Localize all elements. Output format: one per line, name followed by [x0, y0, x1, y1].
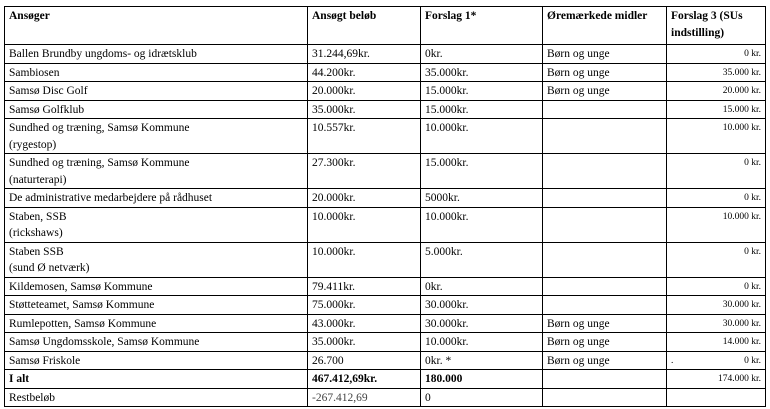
applicant-name: Sundhed og træning, Samsø Kommune [9, 157, 190, 169]
requested-cell: 44.200kr. [308, 63, 421, 82]
table-row [5, 351, 766, 370]
applicant-name: Staben, SSB [9, 210, 67, 223]
table-row [5, 314, 766, 333]
applicant-note: (rygestop) [9, 138, 57, 151]
proposal3-cell [667, 277, 766, 296]
applicant-cell [5, 154, 308, 189]
proposal3-cell [667, 296, 766, 315]
applicant-cell [5, 314, 308, 333]
requested-cell: 35.000kr. [308, 333, 421, 352]
proposal3-value: 0 kr. [744, 246, 761, 257]
requested-cell: 79.411kr. [308, 277, 421, 296]
proposal1-cell: 10.000kr. [421, 207, 543, 242]
applicant-cell [5, 189, 308, 208]
proposal1-cell: 30.000kr. [421, 296, 543, 315]
requested-cell: 31.244,69kr. [308, 45, 421, 64]
earmarked-cell [543, 119, 667, 154]
applicant-cell [5, 63, 308, 82]
requested-cell: 43.000kr. [308, 314, 421, 333]
proposal1-cell: 0kr. [421, 45, 543, 64]
proposal1-cell: 5.000kr. [421, 242, 543, 277]
proposal3-cell [667, 82, 766, 101]
applicant-cell [5, 351, 308, 370]
earmarked-cell: Børn og unge [543, 82, 667, 101]
requested-cell: 75.000kr. [308, 296, 421, 315]
applicant-cell [5, 242, 308, 277]
table-row [5, 333, 766, 352]
remainder-earmarked [543, 388, 667, 407]
applicant-cell [5, 82, 308, 101]
table-row [5, 296, 766, 315]
earmarked-cell [543, 207, 667, 242]
remainder-label: Restbeløb [5, 388, 308, 407]
proposal3-cell [667, 333, 766, 352]
proposal1-cell: 30.000kr. [421, 314, 543, 333]
header-row [5, 7, 766, 45]
proposal3-prefix: . [671, 355, 674, 366]
total-earmarked [543, 370, 667, 389]
proposal1-cell: 5000kr. [421, 189, 543, 208]
proposal3-value: 35.000 kr. [722, 67, 761, 78]
proposal3-value: 30.000 kr. [722, 300, 761, 310]
applicant-cell [5, 100, 308, 119]
requested-cell: 10.557kr. [308, 119, 421, 154]
proposal1-cell: 15.000kr. [421, 100, 543, 119]
proposal3-value: 10.000 kr. [722, 211, 761, 222]
applicant-name: De administrative medarbejdere på rådhuset [9, 192, 213, 204]
applicant-name: Rumlepotten, Samsø Kommune [9, 317, 157, 330]
earmarked-cell: Børn og unge [543, 63, 667, 82]
applicant-cell [5, 119, 308, 154]
header-proposal1: Forslag 1* [421, 7, 543, 45]
applicant-name: Samsø Disc Golf [9, 85, 88, 97]
applicant-name: Samsø Ungdomsskole, Samsø Kommune [9, 336, 200, 348]
earmarked-cell [543, 100, 667, 119]
proposal1-cell: 10.000kr. [421, 333, 543, 352]
applicant-name: Staben SSB [9, 245, 64, 258]
proposal3-value: 14.000 kr. [722, 337, 761, 347]
table-row [5, 119, 766, 154]
applicant-cell [5, 207, 308, 242]
applicant-cell [5, 333, 308, 352]
remainder-row [5, 388, 766, 407]
remainder-requested: -267.412,69 [308, 388, 421, 407]
requested-cell: 20.000kr. [308, 82, 421, 101]
requested-cell: 35.000kr. [308, 100, 421, 119]
applicant-cell [5, 277, 308, 296]
proposal3-value: 0 kr. [744, 193, 761, 203]
applicant-name: Sambiosen [9, 66, 60, 79]
earmarked-cell: Børn og unge [543, 351, 667, 370]
applicant-note: (naturterapi) [9, 173, 67, 186]
header-earmarked: Øremærkede midler [543, 7, 667, 45]
header-applicant: Ansøger [5, 7, 308, 45]
table-row [5, 207, 766, 242]
applicant-name: Ballen Brundby ungdoms- og idrætsklub [9, 48, 197, 60]
header-requested: Ansøgt beløb [308, 7, 421, 45]
requested-cell: 10.000kr. [308, 207, 421, 242]
total-proposal1: 180.000 [421, 370, 543, 389]
proposal3-cell [667, 351, 766, 370]
proposal3-value: 20.000 kr. [722, 86, 761, 96]
total-row [5, 370, 766, 389]
applicant-cell [5, 296, 308, 315]
proposal3-cell [667, 242, 766, 277]
proposal1-cell: 0kr. [421, 277, 543, 296]
total-label: I alt [5, 370, 308, 389]
proposal3-cell [667, 189, 766, 208]
remainder-proposal1: 0 [421, 388, 543, 407]
requested-cell: 20.000kr. [308, 189, 421, 208]
requested-cell: 27.300kr. [308, 154, 421, 189]
applicant-cell [5, 45, 308, 64]
table-row [5, 45, 766, 64]
earmarked-cell [543, 277, 667, 296]
earmarked-cell [543, 154, 667, 189]
applicant-note: (rickshaws) [9, 227, 63, 239]
table-row [5, 82, 766, 101]
proposal3-cell [667, 100, 766, 119]
proposal1-cell: 15.000kr. [421, 82, 543, 101]
table-row [5, 277, 766, 296]
applicant-name: Sundhed og træning, Samsø Kommune [9, 122, 190, 134]
proposal3-cell [667, 119, 766, 154]
earmarked-cell [543, 189, 667, 208]
applicant-name: Kildemosen, Samsø Kommune [9, 280, 153, 293]
grant-table [4, 6, 766, 407]
table-row [5, 63, 766, 82]
applicant-name: Samsø Friskole [9, 354, 81, 367]
requested-cell: 10.000kr. [308, 242, 421, 277]
total-requested: 467.412,69kr. [308, 370, 421, 389]
earmarked-cell [543, 242, 667, 277]
table-row [5, 242, 766, 277]
table-row [5, 154, 766, 189]
earmarked-cell: Børn og unge [543, 314, 667, 333]
proposal3-value: 15.000 kr. [722, 104, 761, 115]
proposal3-cell [667, 63, 766, 82]
header-proposal3: Forslag 3 (SUs indstilling) [667, 7, 766, 45]
proposal3-value: 0 kr. [744, 158, 761, 168]
proposal3-cell [667, 154, 766, 189]
requested-cell: 26.700 [308, 351, 421, 370]
earmarked-cell: Børn og unge [543, 333, 667, 352]
earmarked-cell: Børn og unge [543, 45, 667, 64]
proposal3-cell [667, 45, 766, 64]
proposal1-cell: 15.000kr. [421, 154, 543, 189]
applicant-name: Støtteteamet, Samsø Kommune [9, 299, 155, 311]
proposal3-value: 0 kr. [744, 355, 761, 366]
proposal3-value: 0 kr. [744, 281, 761, 292]
total-proposal3: 174.000 kr. [667, 370, 766, 389]
proposal1-cell: 0kr. * [421, 351, 543, 370]
proposal1-cell: 35.000kr. [421, 63, 543, 82]
proposal3-value: 0 kr. [744, 49, 761, 59]
table-row [5, 100, 766, 119]
applicant-note: (sund Ø netværk) [9, 262, 90, 274]
remainder-proposal3 [667, 388, 766, 407]
applicant-name: Samsø Golfklub [9, 103, 85, 116]
proposal1-cell: 10.000kr. [421, 119, 543, 154]
table-row [5, 189, 766, 208]
proposal3-value: 10.000 kr. [722, 123, 761, 133]
proposal3-cell [667, 207, 766, 242]
proposal3-cell [667, 314, 766, 333]
proposal3-value: 30.000 kr. [722, 318, 761, 329]
earmarked-cell [543, 296, 667, 315]
